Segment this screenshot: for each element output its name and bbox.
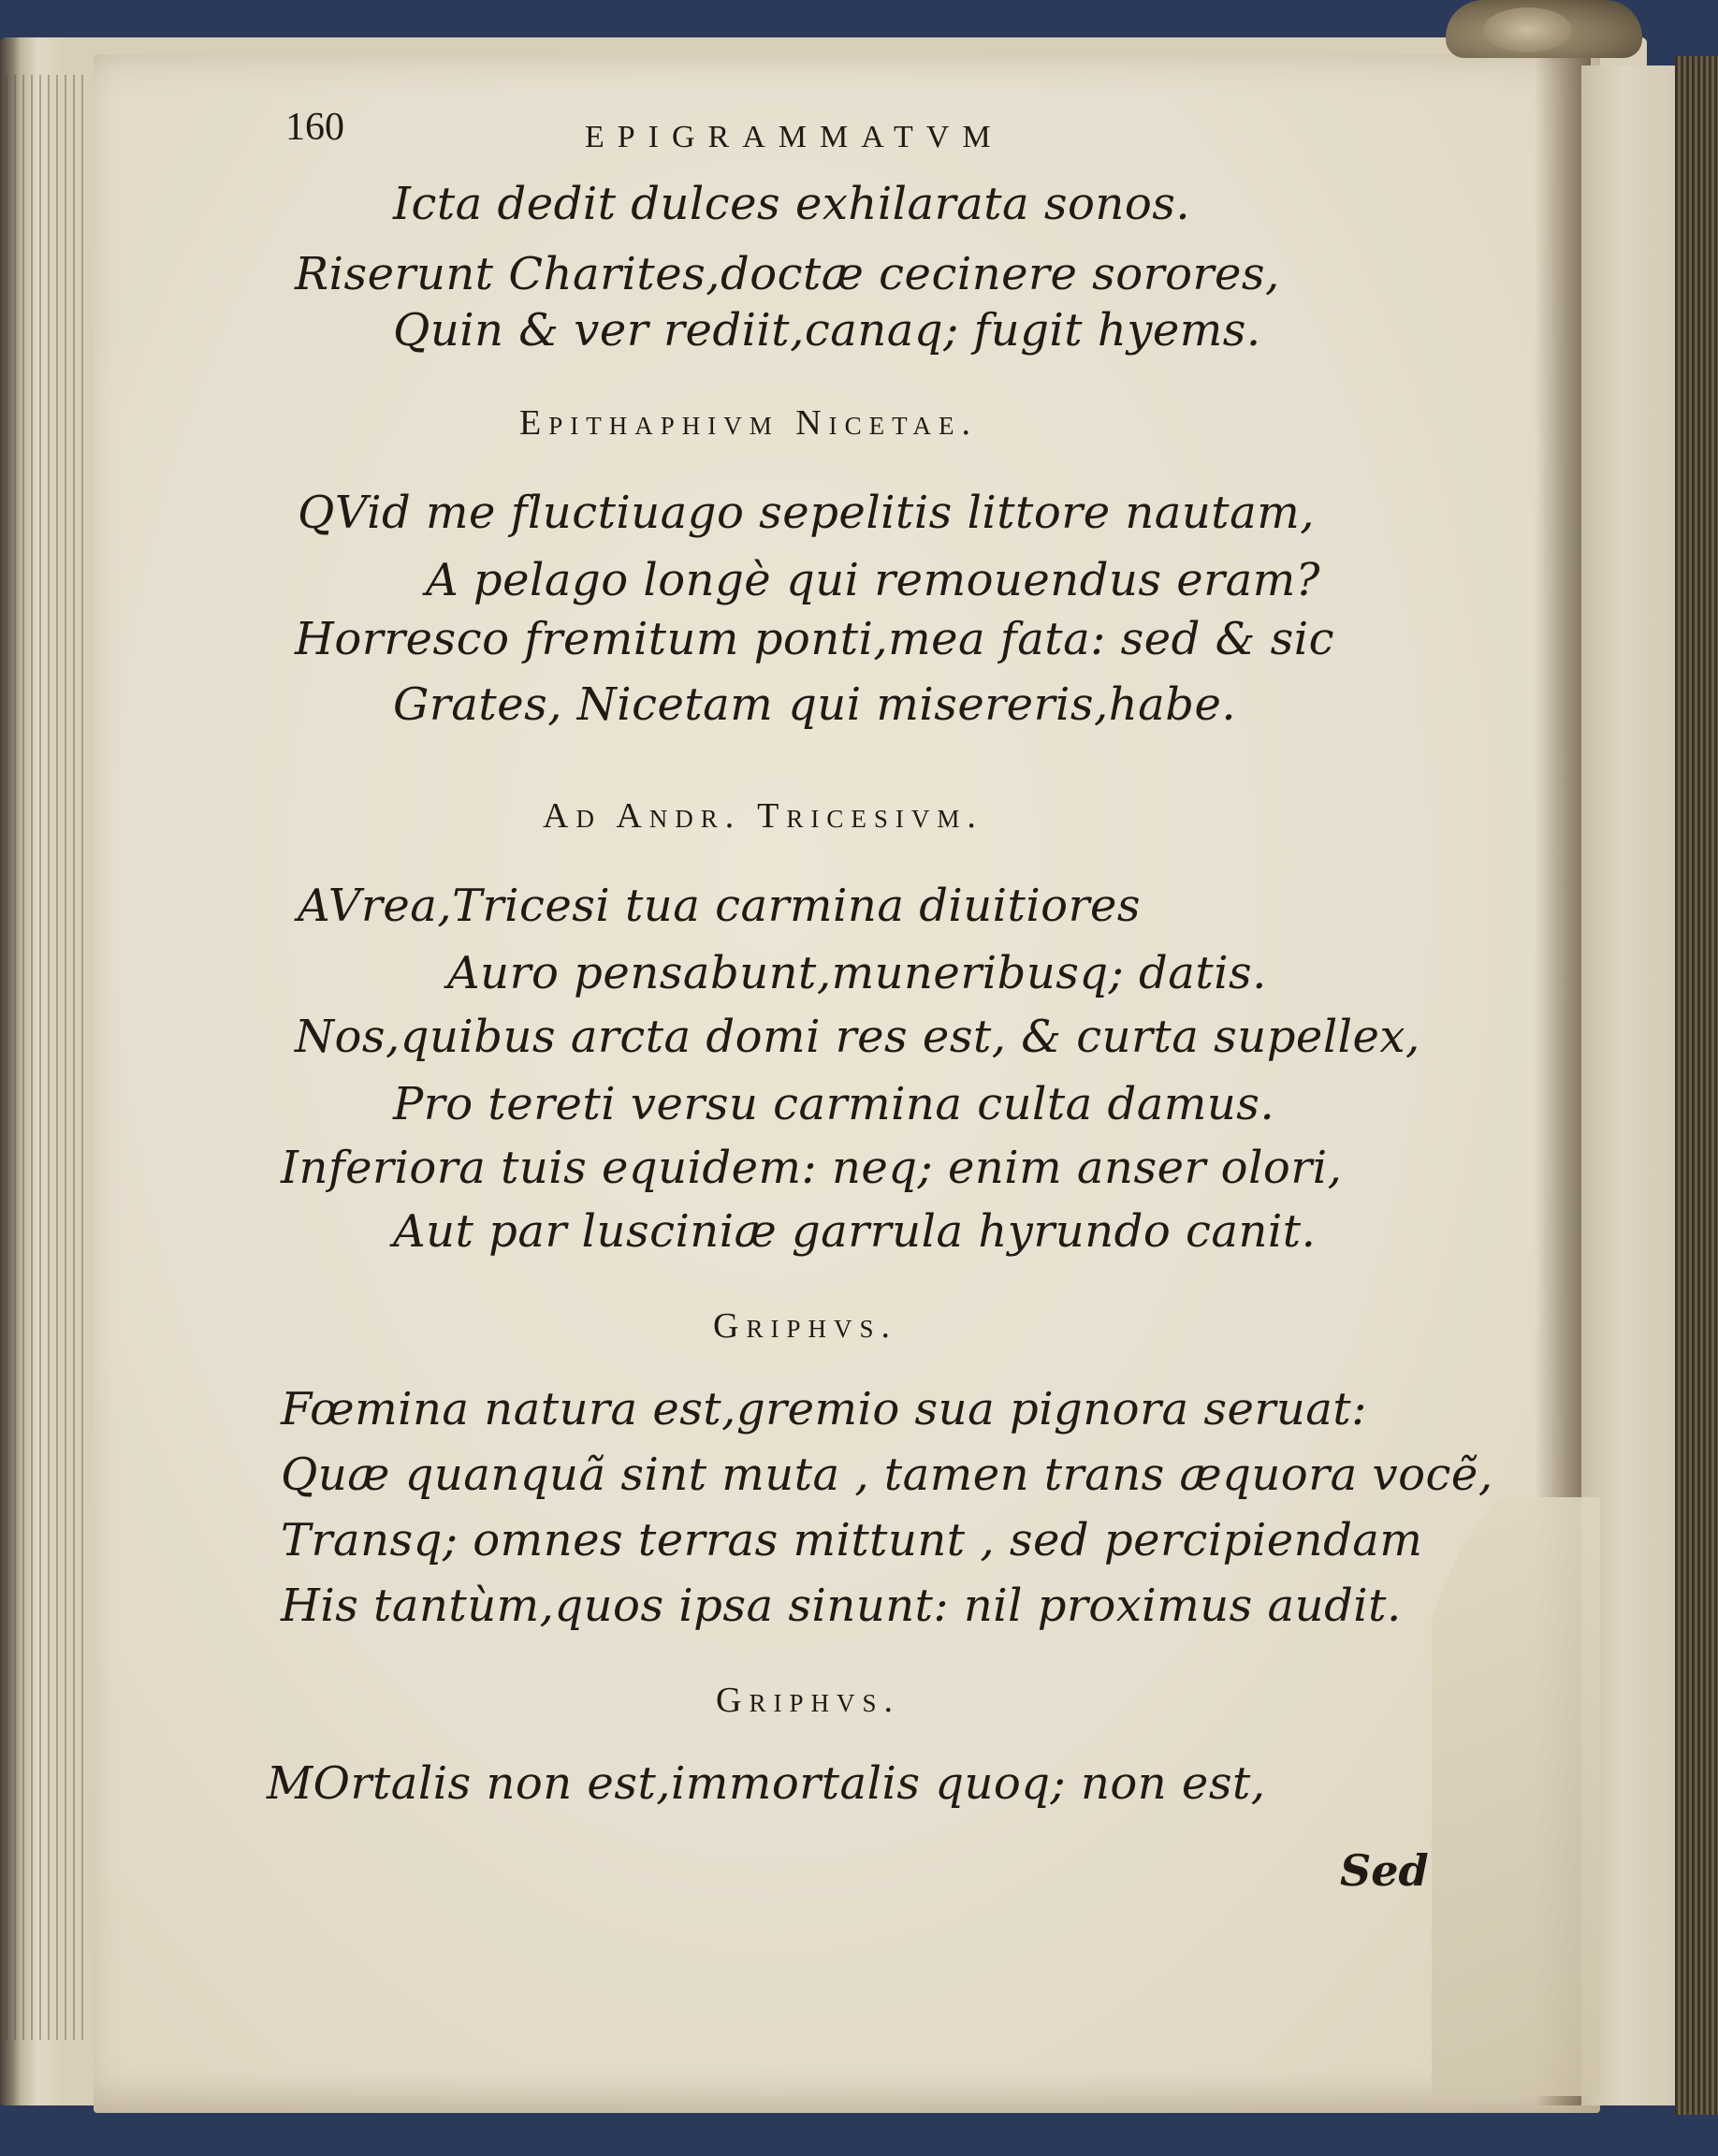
verse-line: Grates, Nicetam qui misereris,habe. bbox=[393, 678, 1237, 731]
verse-line: Horresco fremitum ponti,mea fata: sed & sic bbox=[295, 613, 1335, 665]
verse-line: AVrea,Tricesi tua carmina diuitiores bbox=[298, 880, 1142, 932]
right-page-edges bbox=[1675, 56, 1718, 2115]
verse-line: Riserunt Charites,doctæ cecinere sorores, bbox=[295, 248, 1280, 300]
verse-line: Fœmina natura est,gremio sua pignora seruat: bbox=[281, 1383, 1367, 1435]
page-edges bbox=[6, 75, 90, 2040]
catchword: Sed bbox=[1340, 1845, 1429, 1896]
verse-line: QVid me fluctiuago sepelitis littore nautam, bbox=[298, 487, 1315, 539]
verse-line: Aut par lusciniæ garrula hyrundo canit. bbox=[393, 1205, 1317, 1258]
running-title: EPIGRAMMATVM bbox=[585, 120, 1004, 154]
poem-heading: Ad Andr. Tricesivm. bbox=[543, 796, 983, 836]
verse-line: Inferiora tuis equidem: neq; enim anser olori, bbox=[281, 1142, 1343, 1194]
poem-heading: Griphvs. bbox=[716, 1681, 900, 1720]
verse-line: Auro pensabunt,muneribusq; datis. bbox=[447, 947, 1267, 999]
verse-line: His tantùm,quos ipsa sinunt: nil proximus audit. bbox=[281, 1580, 1402, 1632]
verse-line: Nos,quibus arcta domi res est, & curta supellex, bbox=[295, 1011, 1420, 1063]
poem-heading: Epithaphivm Nicetae. bbox=[519, 403, 978, 443]
verse-line: Transq; omnes terras mittunt , sed percipiendam bbox=[281, 1514, 1423, 1566]
verse-line: Icta dedit dulces exhilarata sonos. bbox=[393, 178, 1191, 230]
verse-line: Pro tereti versu carmina culta damus. bbox=[393, 1078, 1275, 1130]
poem-heading: Griphvs. bbox=[713, 1306, 897, 1346]
verse-line: MOrtalis non est,immortalis quoq; non est, bbox=[267, 1757, 1266, 1810]
paper-repair-patch bbox=[1432, 1497, 1600, 2096]
page-number: 160 bbox=[285, 106, 344, 149]
binding-knot bbox=[1483, 7, 1572, 52]
verse-line: Quin & ver rediit,canaq; fugit hyems. bbox=[393, 304, 1261, 357]
verse-line: Quæ quanquã sint muta , tamen trans æquora vocẽ, bbox=[281, 1449, 1493, 1501]
verse-line: A pelago longè qui remouendus eram? bbox=[426, 554, 1320, 606]
